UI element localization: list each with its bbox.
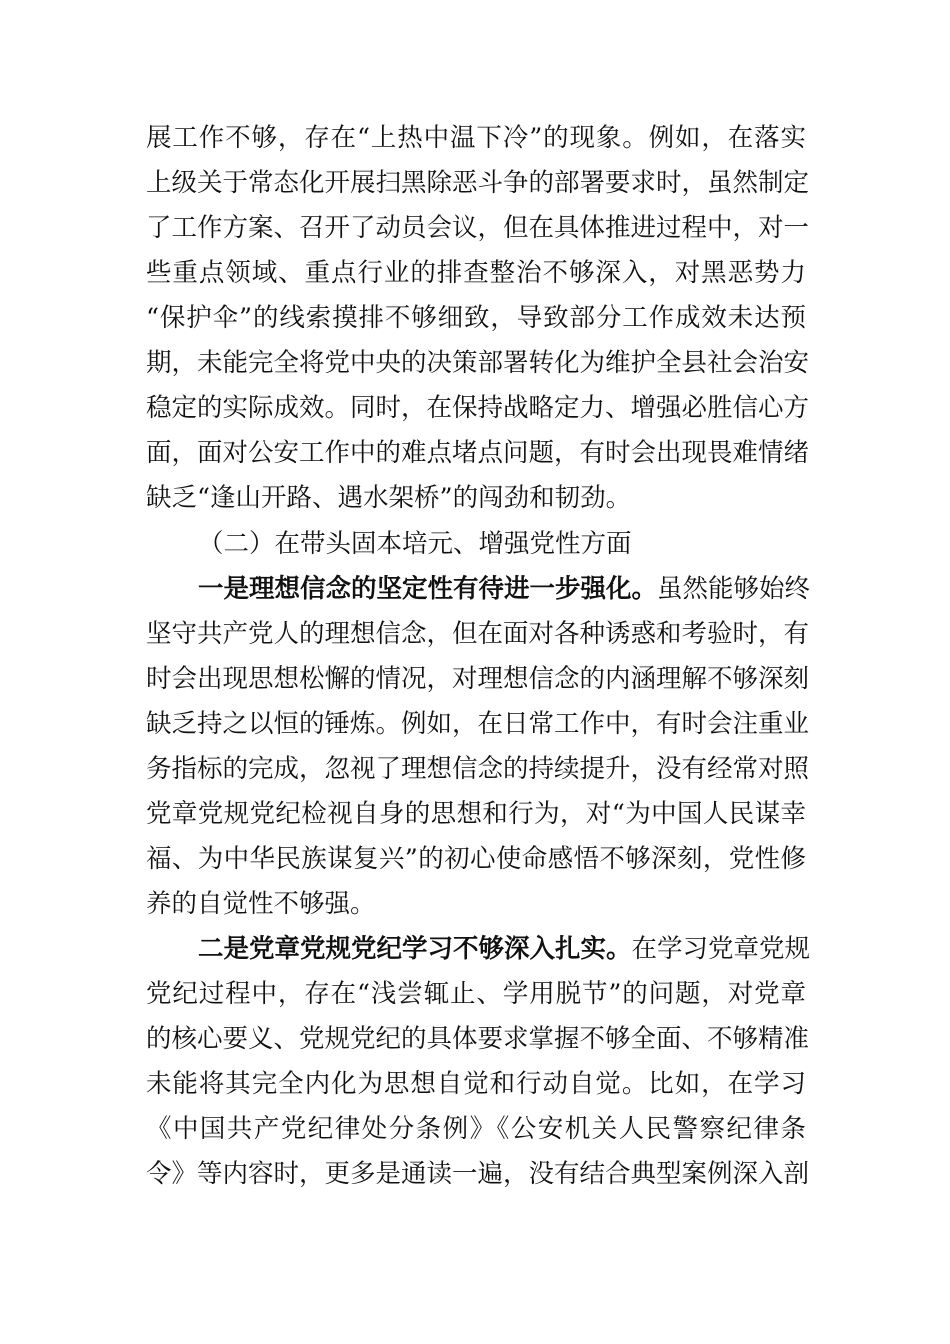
text-line: 务指标的完成，忽视了理想信念的持续提升，没有经常对照 — [146, 754, 810, 784]
text-line: 稳定的实际成效。同时，在保持战略定力、增强必胜信心方 — [146, 393, 810, 423]
text-line: 未能将其完全内化为思想自觉和行动自觉。比如，在学习 — [146, 1069, 806, 1099]
text-line: “保护伞”的线索摸排不够细致，导致部分工作成效未达预 — [146, 303, 806, 333]
point-lead: 一是理想信念的坚定性有待进一步强化。 — [198, 574, 658, 604]
point-lead: 二是党章党规党纪学习不够深入扎实。 — [198, 934, 632, 964]
text-line: 党章党规党纪检视自身的思想和行为，对“为中国人民谋幸 — [146, 799, 806, 829]
text-line: 些重点领域、重点行业的排查整治不够深入，对黑恶势力 — [146, 258, 806, 288]
text-line: 令》等内容时，更多是通读一遍，没有结合典型案例深入剖 — [146, 1159, 810, 1189]
point-lead-rest: 虽然能够始终 — [657, 574, 811, 604]
text-line: 福、为中华民族谋复兴”的初心使命感悟不够深刻，党性修 — [146, 844, 806, 874]
section-heading: （二）在带头固本培元、增强党性方面 — [198, 529, 632, 559]
text-line: 坚守共产党人的理想信念，但在面对各种诱惑和考验时，有 — [146, 619, 810, 649]
text-line: 养的自觉性不够强。 — [146, 889, 376, 919]
text-line: 上级关于常态化开展扫黑除恶斗争的部署要求时，虽然制定 — [146, 168, 810, 198]
text-line: 的核心要义、党规党纪的具体要求掌握不够全面、不够精准 — [146, 1024, 810, 1054]
text-line: 了工作方案、召开了动员会议，但在具体推进过程中，对一 — [146, 213, 810, 243]
text-line: 展工作不够，存在“上热中温下冷”的现象。例如，在落实 — [146, 123, 806, 153]
text-line: 党纪过程中，存在“浅尝辄止、学用脱节”的问题，对党章 — [146, 979, 806, 1009]
text-line: 缺乏持之以恒的锤炼。例如，在日常工作中，有时会注重业 — [146, 709, 810, 739]
point-lead-rest: 在学习党章党规 — [631, 934, 811, 964]
point-first-line — [198, 569, 811, 609]
text-line: 面，面对公安工作中的难点堵点问题，有时会出现畏难情绪 — [146, 438, 810, 468]
text-line: 缺乏“逢山开路、遇水架桥”的闯劲和韧劲。 — [146, 483, 632, 513]
text-line: 期，未能完全将党中央的决策部署转化为维护全县社会治安 — [146, 348, 810, 378]
text-line: 《中国共产党纪律处分条例》《公安机关人民警察纪律条 — [146, 1114, 806, 1144]
point-first-line — [198, 929, 811, 969]
text-line: 时会出现思想松懈的情况，对理想信念的内涵理解不够深刻 — [146, 664, 810, 694]
